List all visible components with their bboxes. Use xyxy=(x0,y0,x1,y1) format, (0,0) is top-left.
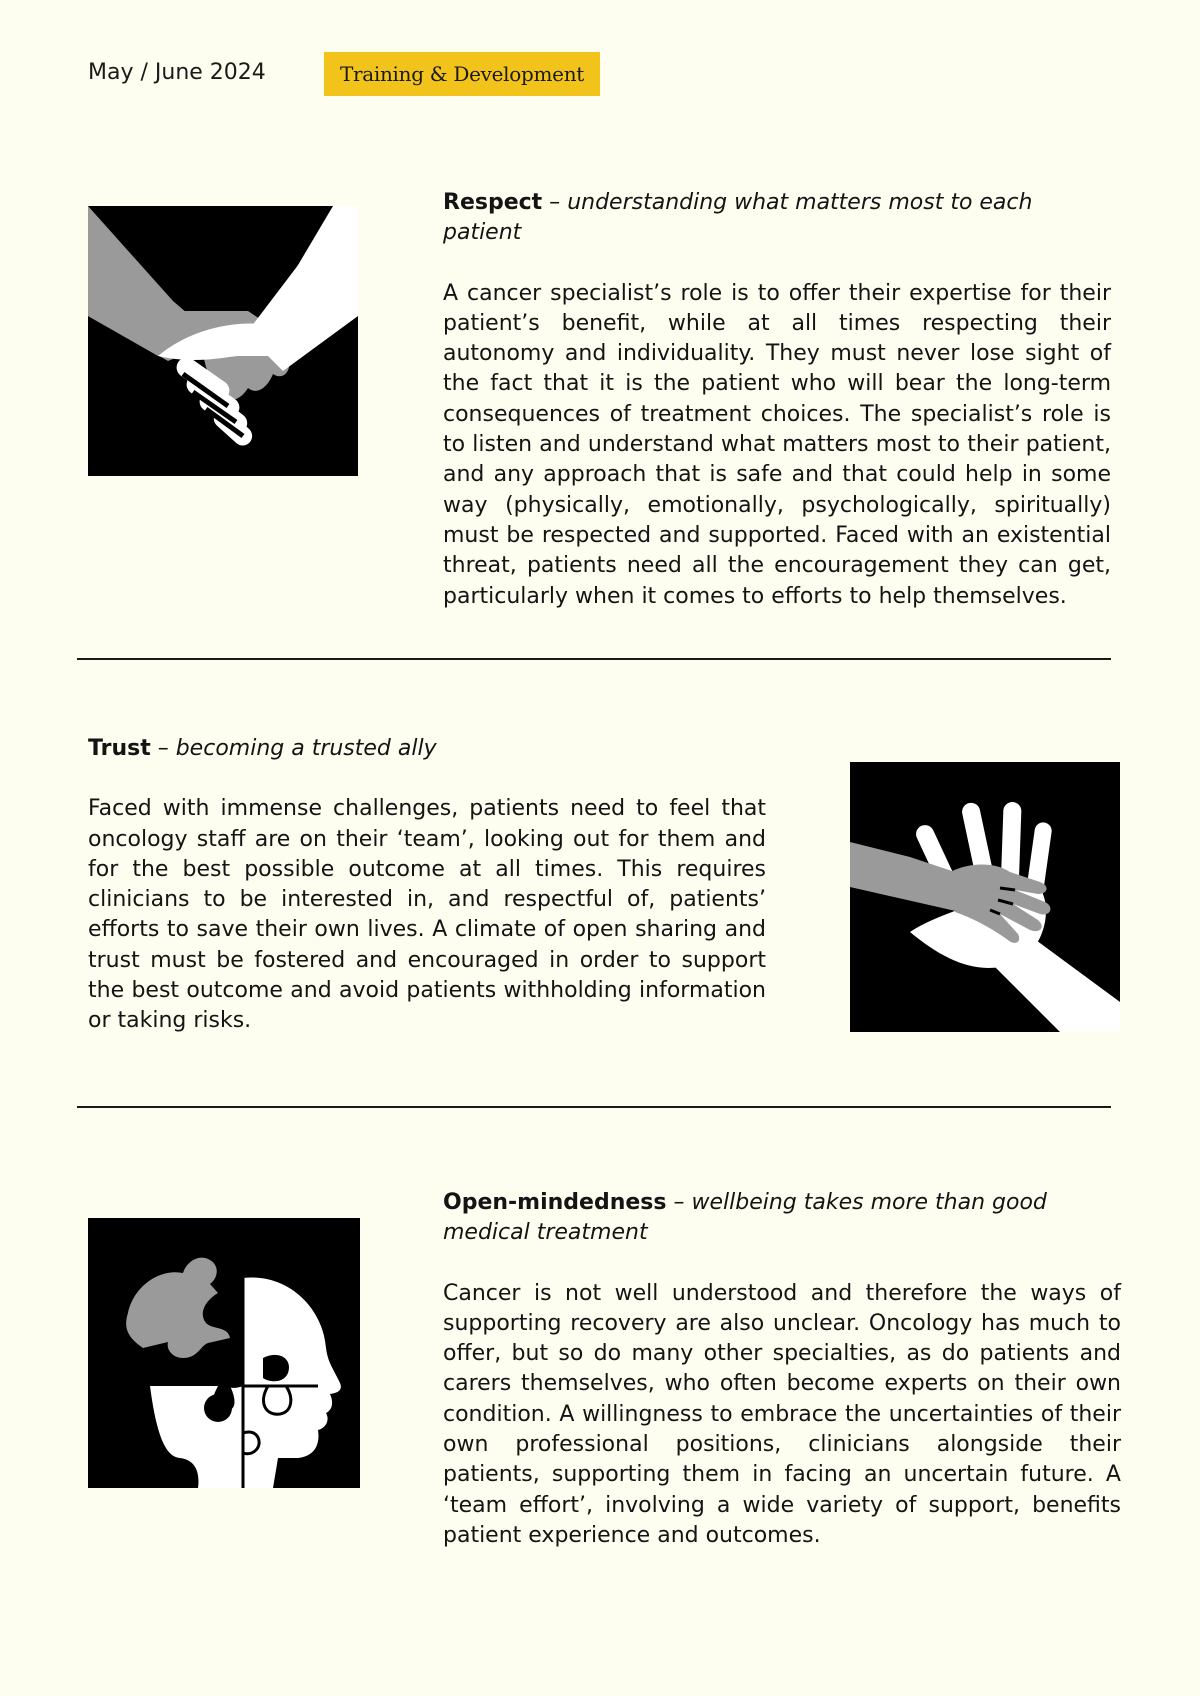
open-mindedness-subtitle: wellbeing takes more than good medical treatment xyxy=(443,1190,1047,1246)
open-mindedness-heading xyxy=(443,1188,1121,1249)
trust-heading xyxy=(88,734,766,764)
heading-dash: – xyxy=(542,190,568,215)
heading-dash: – xyxy=(666,1190,692,1215)
puzzle-head-icon xyxy=(88,1218,360,1488)
trust-subtitle: becoming a trusted ally xyxy=(175,736,437,761)
respect-section xyxy=(443,188,1111,612)
open-mindedness-section xyxy=(443,1188,1121,1551)
issue-date: May / June 2024 xyxy=(88,60,266,85)
open-mindedness-body: Cancer is not well understood and therefore the ways of supporting recovery are also unclear. Oncology has much to offer, but so do many other specialties, as do patients and carers themselves, who often become experts on their own condition. A willingness to embrace the uncertainties of their own professional positions, clinicians alongside their patients, supporting them in facing an uncertain future. A ‘team effort’, involving a wide variety of support, benefits patient experience and outcomes. xyxy=(443,1280,1121,1548)
helping-hands-icon xyxy=(850,762,1120,1032)
open-mindedness-title: Open-mindedness xyxy=(443,1190,667,1215)
respect-body: A cancer specialist’s role is to offer their expertise for their patient’s benefit, while at all times respecting their autonomy and individuality. They must never lose sight of the fact that it is the patient who will bear the long-term consequences of treatment choices. The specialist’s role is to listen and understand what matters most to their patient, and any approach that is safe and that could help in some way (physically, emotionally, psychologically, spiritually) must be respected and supported. Faced with an existential threat, patients need all the encouragement they can get, particularly when it comes to efforts to help themselves. xyxy=(443,280,1111,609)
handshake-icon xyxy=(88,206,358,476)
section-divider xyxy=(77,1106,1111,1108)
respect-title: Respect xyxy=(443,190,543,215)
respect-subtitle: understanding what matters most to each patient xyxy=(443,190,1033,246)
section-badge: Training & Development xyxy=(324,52,600,96)
trust-body: Faced with immense challenges, patients need to feel that oncology staff are on their ‘team’, looking out for them and for the best possible outcome at all times. This requires clinicians to be interested in, and respectful of, patients’ efforts to save their own lives. A climate of open sharing and trust must be fostered and encouraged in order to support the best outcome and avoid patients withholding information or taking risks. xyxy=(88,796,766,1034)
respect-heading xyxy=(443,188,1111,249)
trust-section xyxy=(88,734,766,1037)
section-divider xyxy=(77,658,1111,660)
trust-title: Trust xyxy=(88,736,151,761)
heading-dash: – xyxy=(150,736,176,761)
